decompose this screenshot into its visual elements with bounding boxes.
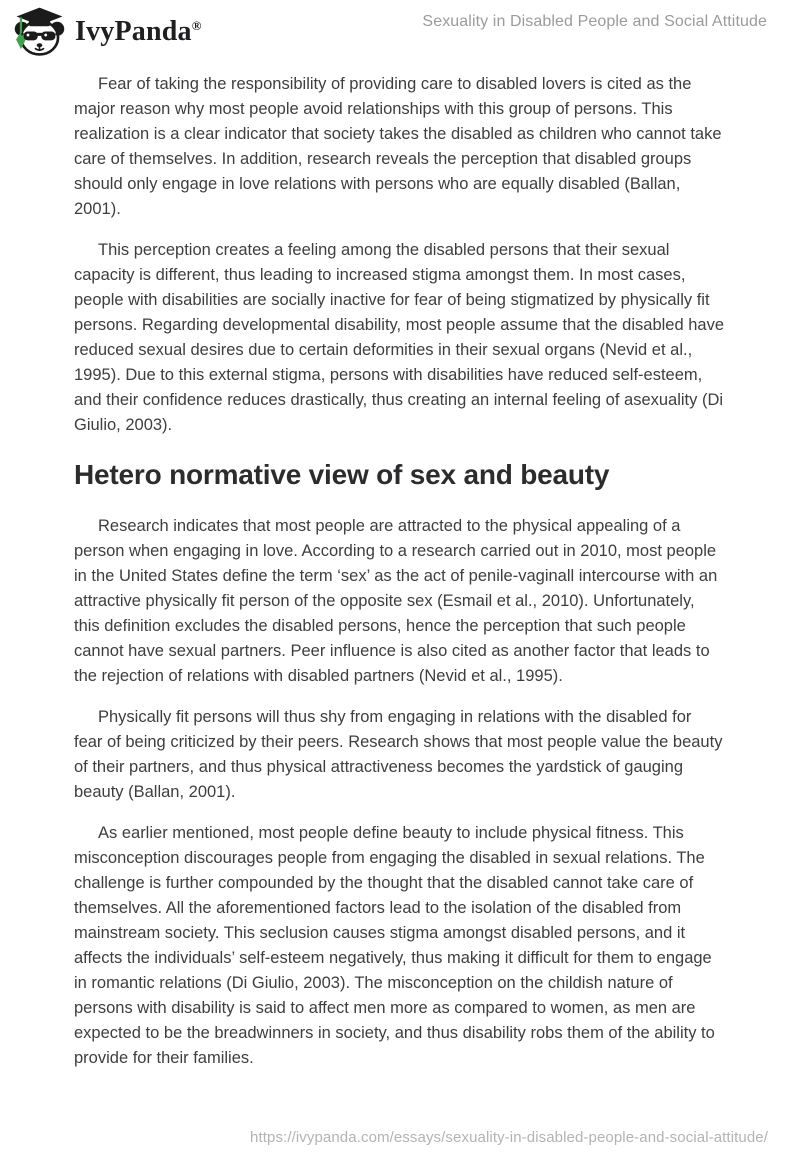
page-footer	[250, 1129, 768, 1147]
source-url-link[interactable]: https://ivypanda.com/essays/sexuality-in-disabled-people-and-social-attitude/	[250, 1129, 768, 1146]
article-body	[74, 62, 724, 1087]
paragraph: Physically fit persons will thus shy from engaging in relations with the disabled for fear of being criticized by their peers. Research shows that most people value the beauty of their partners, and thus physical attractiveness becomes the yardstick of gauging beauty (Ballan, 2001).	[74, 708, 723, 801]
paragraph: This perception creates a feeling among the disabled persons that their sexual capacity is different, thus leading to increased stigma amongst them. In most cases, people with disabilities are socially inactive for fear of being stigmatized by physically fit persons. Regarding developmental disability, most people assume that the disabled have reduced sexual desires due to certain deformities in their sexual organs (Nevid et al., 1995). Due to this external stigma, persons with disabilities have reduced self-esteem, and their confidence reduces drastically, thus creating an internal feeling of asexuality (Di Giulio, 2003).	[74, 241, 725, 434]
document-title: Sexuality in Disabled People and Social Attitude	[422, 13, 767, 30]
page-header	[0, 0, 800, 64]
ivypanda-logo-icon	[13, 5, 66, 58]
section-heading: Hetero normative view of sex and beauty	[74, 459, 610, 490]
ivypanda-brand	[13, 5, 202, 58]
paragraph: As earlier mentioned, most people define beauty to include physical fitness. This misconception discourages people from engaging the disabled in sexual relations. The challenge is further compounded by the thought that the disabled cannot take care of themselves. All the aforementioned factors lead to the isolation of the disabled from mainstream society. This seclusion causes stigma amongst disabled persons, and it affects the individuals’ self-esteem negatively, thus making it difficult for them to engage in romantic relations (Di Giulio, 2003). The misconception on the childish nature of persons with disability is said to affect men more as compared to women, as men are expected to be the breadwinners in society, and thus disability robs them of the ability to provide for their families.	[74, 824, 715, 1067]
paragraph: Research indicates that most people are attracted to the physical appealing of a person when engaging in love. According to a research carried out in 2010, most people in the United States define the term ‘sex’ as the act of penile-vaginall intercourse with an attractive physically fit person of the opposite sex (Esmail et al., 2010). Unfortunately, this definition excludes the disabled persons, hence the perception that such people cannot have sexual partners. Peer influence is also cited as another factor that leads to the rejection of relations with disabled partners (Nevid et al., 1995).	[74, 517, 718, 685]
brand-name	[75, 15, 202, 47]
registered-trademark-mark: ®	[191, 17, 202, 33]
brand-name-text: IvyPanda	[75, 15, 192, 47]
paragraph: Fear of taking the responsibility of providing care to disabled lovers is cited as the major reason why most people avoid relationships with this group of persons. This realization is a clear indicator that society takes the disabled as children who cannot take care of themselves. In addition, research reveals the perception that disabled groups should only engage in love relations with persons who are equally disabled (Ballan, 2001).	[74, 75, 722, 218]
